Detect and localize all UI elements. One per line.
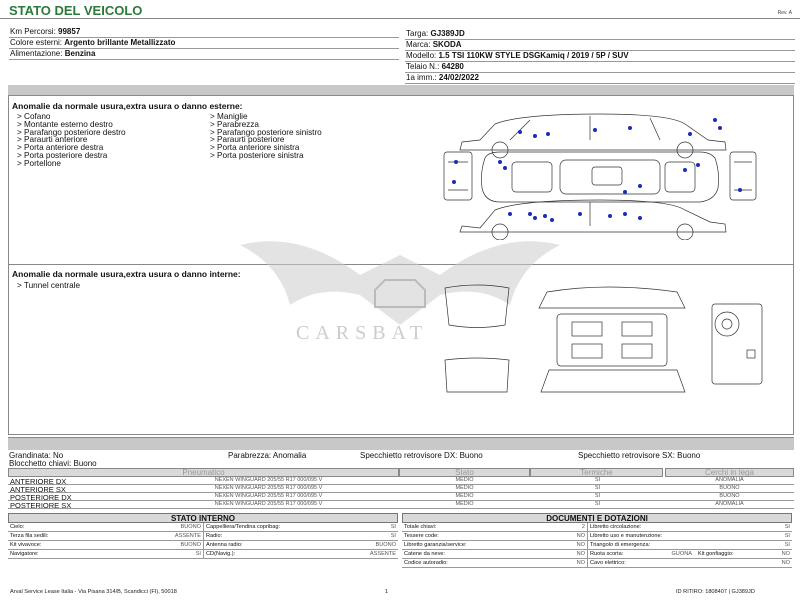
footer-id: ID RITIRO: 1808407 | GJ389JD xyxy=(676,589,755,595)
list-item: > Parafango posteriore sinistro xyxy=(210,127,322,137)
field-label: Libretto garanzia/service: xyxy=(404,542,467,548)
info-value: Benzina xyxy=(64,49,96,58)
revision-label: Rev. A xyxy=(777,10,792,16)
list-item xyxy=(402,559,587,568)
field-label: Catene da neve: xyxy=(404,551,446,557)
info-row-marca xyxy=(405,40,795,51)
field-value: SI xyxy=(784,542,790,548)
field-label: Antenna radio: xyxy=(206,542,243,548)
grandinata-status: Grandinata: No xyxy=(9,451,64,460)
list-item xyxy=(204,523,398,532)
field-label: Radio: xyxy=(206,533,223,539)
tires-table xyxy=(8,468,794,510)
list-item xyxy=(402,532,587,541)
tire-model: NEXEN WINGUARD 205/55 R17 000/095 V xyxy=(214,477,323,483)
info-row-colore xyxy=(9,38,399,49)
info-label: 1a imm.: xyxy=(406,73,437,82)
field-label: Totale chiavi: xyxy=(404,524,437,530)
list-item xyxy=(8,541,203,550)
list-item xyxy=(402,550,587,559)
table-row xyxy=(8,493,794,501)
internal-title: Anomalie da normale usura,extra usura o danno interne: xyxy=(12,269,241,279)
list-item: > Paraurti posteriore xyxy=(210,135,285,145)
field-value: SI xyxy=(784,533,790,539)
list-item: > Montante esterno destro xyxy=(17,119,113,129)
list-item xyxy=(402,523,587,532)
list-item: > Cofano xyxy=(17,112,51,121)
external-title: Anomalie da normale usura,extra usura o danno esterne: xyxy=(12,101,243,111)
stato-interno-section xyxy=(8,513,398,559)
stato-interno-left xyxy=(8,523,204,559)
info-label: Km Percorsi: xyxy=(10,27,56,36)
list-item: > Porta posteriore destra xyxy=(17,150,108,160)
field-label: Libretto uso e manutenzione: xyxy=(590,533,663,539)
list-item xyxy=(8,550,203,559)
info-row-targa xyxy=(405,29,795,40)
tire-termiche: SI xyxy=(594,485,601,491)
list-item xyxy=(588,532,792,541)
info-value: 1.5 TSI 110KW STYLE DSGKamiq / 2019 / 5P / SUV xyxy=(438,51,629,60)
field-value: SI xyxy=(195,551,201,557)
tire-termiche: SI xyxy=(594,493,601,499)
external-list-col1 xyxy=(17,113,126,168)
blocchetto-status: Blocchetto chiavi: Buono xyxy=(9,459,97,468)
field-label: Navigatore: xyxy=(10,551,39,557)
documenti-right xyxy=(588,523,792,568)
info-label: Colore esterni: xyxy=(10,38,63,47)
field-value: NO xyxy=(576,542,585,548)
info-value: SKODA xyxy=(432,40,462,49)
stato-interno-title: STATO INTERNO xyxy=(8,513,398,523)
right-info xyxy=(405,29,795,84)
table-row xyxy=(8,485,794,493)
field-value: NO xyxy=(781,551,790,557)
external-list-col2 xyxy=(210,113,322,160)
field-label: Libretto circolazione: xyxy=(590,524,642,530)
list-item: > Maniglie xyxy=(210,112,248,121)
info-value: 24/02/2022 xyxy=(438,73,479,82)
info-row-telaio xyxy=(405,62,795,73)
list-item xyxy=(402,541,587,550)
footer-address: Arval Service Lease Italia - Via Pisana 314/B, Scandicci (FI), 50018 xyxy=(10,589,177,595)
field-value: BUONO xyxy=(180,524,201,530)
stato-interno-right xyxy=(204,523,398,559)
field-label: Tessere code: xyxy=(404,533,439,539)
list-item xyxy=(588,541,792,550)
info-label: Marca: xyxy=(406,40,431,49)
field-label: CD(Navig.): xyxy=(206,551,236,557)
page-title: STATO DEL VEICOLO xyxy=(9,3,143,18)
info-value: GJ389JD xyxy=(430,29,465,38)
tire-position: POSTERIORE DX xyxy=(10,493,72,502)
tire-termiche: SI xyxy=(594,501,601,507)
tire-stato: MEDIO xyxy=(455,493,474,499)
tire-stato: MEDIO xyxy=(455,477,474,483)
field-label: Terza fila sedili: xyxy=(10,533,49,539)
field-value: BUONO xyxy=(375,542,396,548)
info-row-alimentazione xyxy=(9,49,399,60)
field-value: SI xyxy=(784,524,790,530)
field-value: GUONA xyxy=(671,551,692,557)
field-value: BUONO xyxy=(180,542,201,548)
list-item xyxy=(8,523,203,532)
info-value: 99857 xyxy=(58,27,81,36)
list-item xyxy=(8,532,203,541)
tire-cerchi: ANOMALIA xyxy=(715,501,744,507)
field-value: SI xyxy=(390,524,396,530)
tire-model: NEXEN WINGUARD 205/55 R17 000/095 V xyxy=(214,501,323,507)
table-row xyxy=(8,501,794,509)
tires-header-pneumatico: Pneumatico xyxy=(8,468,399,477)
field-label: Kit gonfiaggio: xyxy=(697,551,734,557)
info-row-km xyxy=(9,27,399,38)
tires-header-cerchi: Cerchi in lega xyxy=(665,468,794,477)
tire-termiche: SI xyxy=(594,477,601,483)
field-label: Ruota scorta: xyxy=(590,551,624,557)
documenti-section xyxy=(402,513,792,568)
info-label: Targa: xyxy=(406,29,429,38)
info-row-modello xyxy=(405,51,795,62)
footer-page-number: 1 xyxy=(385,589,389,595)
field-value: NO xyxy=(576,560,585,566)
tire-position: POSTERIORE SX xyxy=(10,501,72,510)
info-label: Telaio N.: xyxy=(406,62,440,71)
info-label: Modello: xyxy=(406,51,437,60)
tire-cerchi: ANOMALIA xyxy=(715,477,744,483)
list-item xyxy=(204,550,398,559)
interior-car-diagram xyxy=(437,280,777,400)
field-label: Codice autoradio: xyxy=(404,560,448,566)
list-item: > Porta anteriore destra xyxy=(17,143,104,153)
list-item: > Parafango posteriore destro xyxy=(17,127,126,137)
tires-rows xyxy=(8,477,794,509)
tire-stato: MEDIO xyxy=(455,501,474,507)
list-item xyxy=(588,550,792,559)
list-item: > Portellone xyxy=(17,158,61,168)
info-value: Argento brillante Metallizzato xyxy=(64,38,176,47)
field-value: SI xyxy=(390,533,396,539)
header-divider xyxy=(0,18,800,19)
field-value: 2 xyxy=(581,524,585,530)
exterior-car-diagram xyxy=(440,110,760,240)
list-item xyxy=(588,523,792,532)
field-label: Kit vivavoce: xyxy=(10,542,42,548)
info-label: Alimentazione: xyxy=(10,49,63,58)
table-row xyxy=(8,477,794,485)
tire-stato: MEDIO xyxy=(455,485,474,491)
list-item xyxy=(588,559,792,568)
list-item xyxy=(204,532,398,541)
tire-cerchi: BUONO xyxy=(719,493,740,499)
left-info xyxy=(9,27,399,60)
list-item: > Tunnel centrale xyxy=(17,281,81,290)
field-value: ASSENTE xyxy=(369,551,396,557)
tire-model: NEXEN WINGUARD 205/55 R17 000/095 V xyxy=(214,493,323,499)
status-band xyxy=(8,438,794,450)
parabrezza-status: Parabrezza: Anomalia xyxy=(228,451,307,460)
field-value: NO xyxy=(781,560,790,566)
tires-header-stato: Stato xyxy=(399,468,530,477)
section-band xyxy=(8,85,794,95)
tires-header-termiche: Termiche xyxy=(530,468,663,477)
field-label: Cielo: xyxy=(10,524,25,530)
tire-position: ANTERIORE DX xyxy=(10,477,67,486)
specchietto-dx-status: Specchietto retrovisore DX: Buono xyxy=(360,451,483,460)
field-label: Triangolo di emergenza: xyxy=(590,542,651,548)
info-row-immatricolazione xyxy=(405,73,795,84)
documenti-left xyxy=(402,523,588,568)
list-item: > Paraurti anteriore xyxy=(17,135,88,145)
tire-model: NEXEN WINGUARD 205/55 R17 000/095 V xyxy=(214,485,323,491)
tire-cerchi: BUONO xyxy=(719,485,740,491)
tire-position: ANTERIORE SX xyxy=(10,485,66,494)
list-item xyxy=(204,541,398,550)
field-value: NO xyxy=(576,551,585,557)
watermark-text: CARSBAT xyxy=(296,322,429,344)
list-item: > Porta anteriore sinistra xyxy=(210,143,300,153)
field-label: Cappelliera/Tendina copribag: xyxy=(206,524,281,530)
field-label: Cavo elettrico: xyxy=(590,560,626,566)
internal-list xyxy=(17,282,80,290)
specchietto-sx-status: Specchietto retrovisore SX: Buono xyxy=(578,451,701,460)
list-item: > Parabrezza xyxy=(210,119,259,129)
field-value: NO xyxy=(576,533,585,539)
documenti-title: DOCUMENTI E DOTAZIONI xyxy=(402,513,792,523)
field-value: ASSENTE xyxy=(174,533,201,539)
info-value: 64280 xyxy=(441,62,464,71)
list-item: > Porta posteriore sinistra xyxy=(210,150,304,160)
